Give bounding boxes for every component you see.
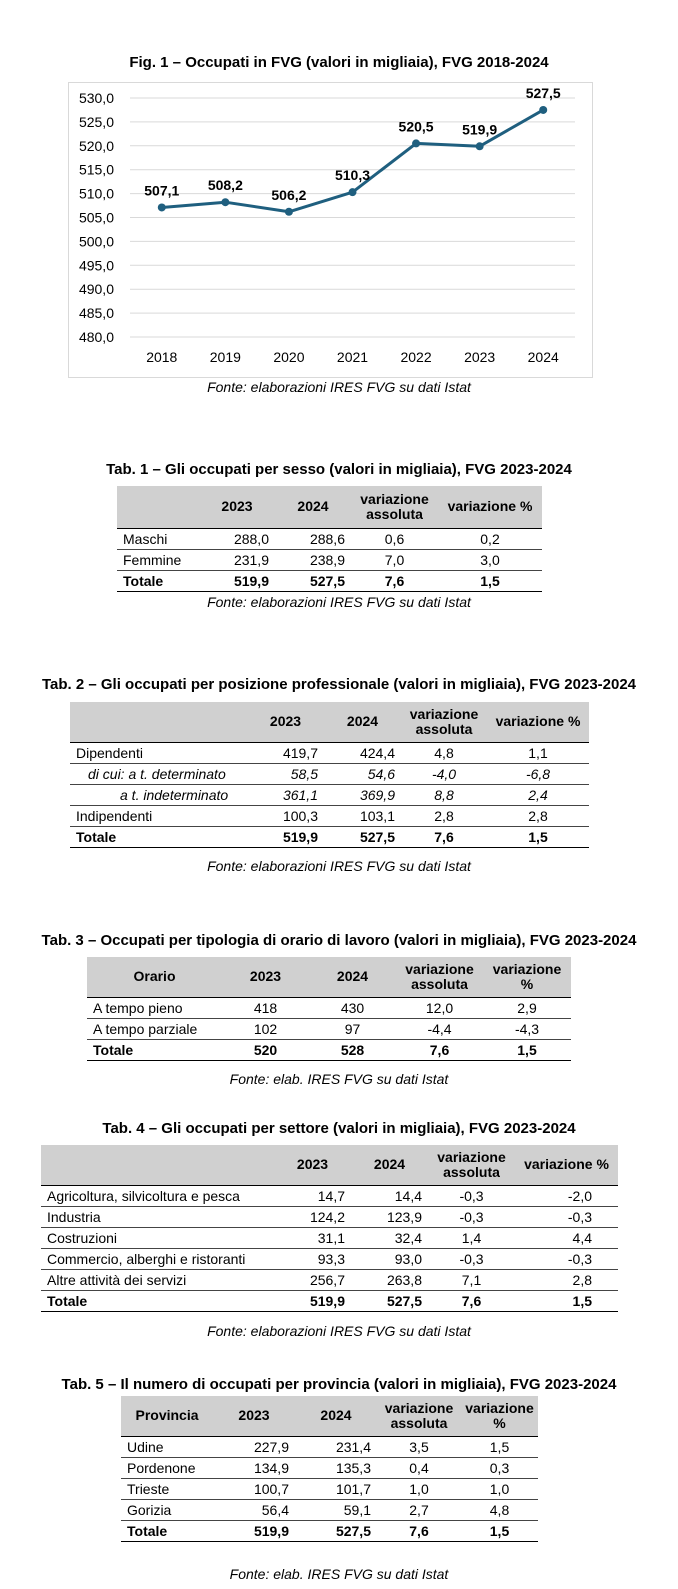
data-label: 527,5 (525, 84, 561, 101)
cell: 93,0 (351, 1248, 428, 1269)
y-tick-label: 495,0 (78, 257, 114, 274)
cell: 14,7 (274, 1185, 351, 1206)
cell: 256,7 (274, 1269, 351, 1290)
cell: 361,1 (247, 784, 324, 805)
cell: 97 (309, 1018, 396, 1039)
tab5-header-1: 2023 (213, 1396, 295, 1436)
y-tick-label: 480,0 (78, 329, 114, 345)
row-label: Totale (70, 826, 247, 847)
cell: 4,4 (515, 1227, 618, 1248)
cell: 2,9 (483, 997, 571, 1018)
cell: -4,3 (483, 1018, 571, 1039)
row-label: Totale (41, 1290, 274, 1311)
cell: -0,3 (515, 1206, 618, 1227)
cell: -0,3 (428, 1206, 515, 1227)
table-row (41, 1206, 618, 1227)
row-label: Totale (121, 1520, 213, 1541)
data-point (476, 142, 484, 150)
cell: 263,8 (351, 1269, 428, 1290)
row-label: Totale (87, 1039, 222, 1060)
table-row (121, 1436, 538, 1457)
y-tick-label: 500,0 (78, 233, 114, 250)
tab2-header-0 (70, 702, 247, 742)
table-row (121, 1478, 538, 1499)
tab3-header-1: 2023 (222, 957, 309, 997)
table-row-total (117, 570, 542, 591)
table-row (70, 742, 589, 763)
row-label: Commercio, alberghi e ristoranti (41, 1248, 274, 1269)
x-tick-label: 2022 (400, 349, 432, 365)
data-point (158, 203, 166, 211)
cell: 430 (309, 997, 396, 1018)
table-row (70, 763, 589, 784)
cell: -2,0 (515, 1185, 618, 1206)
y-tick-label: 510,0 (78, 185, 114, 202)
cell: 519,9 (274, 1290, 351, 1311)
cell: 527,5 (275, 570, 351, 591)
data-label: 519,9 (462, 121, 498, 138)
tab3-header-3: variazione assoluta (396, 957, 483, 997)
row-label: A tempo pieno (87, 997, 222, 1018)
y-tick-label: 505,0 (78, 209, 114, 226)
tab3-header-4: variazione % (483, 957, 571, 997)
row-label: Dipendenti (70, 742, 247, 763)
tab5-header-2: 2024 (295, 1396, 377, 1436)
table-row (87, 1018, 571, 1039)
cell: 528 (309, 1039, 396, 1060)
data-label: 520,5 (398, 118, 434, 135)
tab2-header-3: variazione assoluta (401, 702, 487, 742)
x-tick-label: 2018 (146, 349, 178, 365)
cell: -4,4 (396, 1018, 483, 1039)
cell: 102 (222, 1018, 309, 1039)
table-row (70, 784, 589, 805)
cell: 7,6 (396, 1039, 483, 1060)
row-label: Gorizia (121, 1499, 213, 1520)
x-tick-label: 2020 (273, 349, 305, 365)
cell: 1,5 (438, 570, 542, 591)
tab4-header-2: 2024 (351, 1145, 428, 1185)
row-label: Maschi (117, 528, 199, 549)
cell: 32,4 (351, 1227, 428, 1248)
row-label: A tempo parziale (87, 1018, 222, 1039)
data-label: 506,2 (271, 186, 307, 203)
cell: 123,9 (351, 1206, 428, 1227)
tab1-title: Tab. 1 – Gli occupati per sesso (valori in migliaia), FVG 2023-2024 (106, 461, 572, 478)
tab4-header-3: variazione assoluta (428, 1145, 515, 1185)
table-row (87, 997, 571, 1018)
cell: 31,1 (274, 1227, 351, 1248)
tab4-title: Tab. 4 – Gli occupati per settore (valori in migliaia), FVG 2023-2024 (102, 1120, 576, 1137)
cell: 1,5 (461, 1436, 538, 1457)
cell: 418 (222, 997, 309, 1018)
cell: 288,6 (275, 528, 351, 549)
cell: 1,5 (515, 1290, 618, 1311)
cell: 103,1 (324, 805, 401, 826)
cell: 7,6 (401, 826, 487, 847)
cell: 14,4 (351, 1185, 428, 1206)
tab5-header-0: Provincia (121, 1396, 213, 1436)
tab3-header-0: Orario (87, 957, 222, 997)
tab2-header-2: 2024 (324, 702, 401, 742)
fig1-source: Fonte: elaborazioni IRES FVG su dati Istat (207, 379, 471, 395)
table-row (41, 1248, 618, 1269)
tab5-table (121, 1396, 538, 1542)
table-row-total (41, 1290, 618, 1311)
table-row (41, 1269, 618, 1290)
data-point (349, 188, 357, 196)
tab1-table (117, 486, 542, 592)
cell: 7,6 (351, 570, 438, 591)
tab3-title: Tab. 3 – Occupati per tipologia di orario di lavoro (valori in migliaia), FVG 2023-2024 (41, 932, 637, 949)
cell: 3,5 (377, 1436, 461, 1457)
data-label: 508,2 (207, 177, 243, 194)
row-label: Industria (41, 1206, 274, 1227)
tab2-header-4: variazione % (487, 702, 589, 742)
tab5-title: Tab. 5 – Il numero di occupati per provincia (valori in migliaia), FVG 2023-2024 (61, 1376, 617, 1393)
cell: 369,9 (324, 784, 401, 805)
cell: -4,0 (401, 763, 487, 784)
row-label: Pordenone (121, 1457, 213, 1478)
tab2-source: Fonte: elaborazioni IRES FVG su dati Istat (207, 858, 471, 874)
table-row-total (87, 1039, 571, 1060)
cell: 101,7 (295, 1478, 377, 1499)
cell: 124,2 (274, 1206, 351, 1227)
cell: 7,1 (428, 1269, 515, 1290)
cell: 238,9 (275, 549, 351, 570)
tab1-header-0 (117, 486, 199, 528)
tab1-header-1: 2023 (199, 486, 275, 528)
table-row (117, 549, 542, 570)
cell: 2,4 (487, 784, 589, 805)
tab2-title: Tab. 2 – Gli occupati per posizione professionale (valori in migliaia), FVG 2023-2024 (41, 676, 637, 693)
table-row (121, 1457, 538, 1478)
data-point (285, 208, 293, 216)
cell: 419,7 (247, 742, 324, 763)
tab1-header-3: variazione assoluta (351, 486, 438, 528)
cell: 54,6 (324, 763, 401, 784)
x-tick-label: 2021 (336, 349, 369, 365)
tab1-header-2: 2024 (275, 486, 351, 528)
table-row-total (121, 1520, 538, 1541)
cell: 2,8 (515, 1269, 618, 1290)
fig1-title: Fig. 1 – Occupati in FVG (valori in migliaia), FVG 2018-2024 (129, 54, 549, 71)
tab4-source: Fonte: elaborazioni IRES FVG su dati Istat (207, 1323, 471, 1339)
cell: 100,7 (213, 1478, 295, 1499)
cell: -0,3 (428, 1248, 515, 1269)
cell: -6,8 (487, 763, 589, 784)
cell: 1,5 (483, 1039, 571, 1060)
cell: 520 (222, 1039, 309, 1060)
cell: 2,8 (401, 805, 487, 826)
cell: 0,3 (461, 1457, 538, 1478)
tab1-header-4: variazione % (438, 486, 542, 528)
y-tick-label: 490,0 (78, 281, 114, 298)
cell: 93,3 (274, 1248, 351, 1269)
table-row-total (70, 826, 589, 847)
row-label: Altre attività dei servizi (41, 1269, 274, 1290)
table-row (121, 1499, 538, 1520)
y-tick-label: 525,0 (78, 113, 114, 130)
cell: 1,0 (461, 1478, 538, 1499)
tab5-header-3: variazione assoluta (377, 1396, 461, 1436)
cell: 1,1 (487, 742, 589, 763)
cell: 0,6 (351, 528, 438, 549)
tab3-header-2: 2024 (309, 957, 396, 997)
cell: 227,9 (213, 1436, 295, 1457)
cell: 519,9 (213, 1520, 295, 1541)
tab2-header-1: 2023 (247, 702, 324, 742)
y-tick-label: 520,0 (78, 137, 114, 154)
cell: 58,5 (247, 763, 324, 784)
cell: 519,9 (199, 570, 275, 591)
cell: 4,8 (461, 1499, 538, 1520)
cell: 519,9 (247, 826, 324, 847)
cell: 59,1 (295, 1499, 377, 1520)
cell: 2,7 (377, 1499, 461, 1520)
cell: 4,8 (401, 742, 487, 763)
data-point (221, 198, 229, 206)
row-label: Agricoltura, silvicoltura e pesca (41, 1185, 274, 1206)
cell: 1,5 (461, 1520, 538, 1541)
cell: 7,6 (428, 1290, 515, 1311)
cell: 56,4 (213, 1499, 295, 1520)
cell: 135,3 (295, 1457, 377, 1478)
y-tick-label: 485,0 (78, 305, 114, 322)
data-label: 510,3 (334, 167, 371, 184)
row-label: Totale (117, 570, 199, 591)
tab1-source: Fonte: elaborazioni IRES FVG su dati Istat (207, 594, 471, 610)
table-row (41, 1227, 618, 1248)
cell: 3,0 (438, 549, 542, 570)
cell: 288,0 (199, 528, 275, 549)
row-label: Costruzioni (41, 1227, 274, 1248)
row-label: Femmine (117, 549, 199, 570)
row-label: Indipendenti (70, 805, 247, 826)
cell: 231,4 (295, 1436, 377, 1457)
cell: 2,8 (487, 805, 589, 826)
cell: -0,3 (428, 1185, 515, 1206)
cell: 1,4 (428, 1227, 515, 1248)
tab5-source: Fonte: elab. IRES FVG su dati Istat (229, 1566, 449, 1582)
y-tick-label: 515,0 (78, 161, 114, 178)
table-row (117, 528, 542, 549)
cell: 424,4 (324, 742, 401, 763)
cell: 134,9 (213, 1457, 295, 1478)
cell: 231,9 (199, 549, 275, 570)
x-tick-label: 2024 (527, 349, 559, 365)
data-label: 507,1 (144, 182, 180, 199)
tab2-table (70, 702, 589, 848)
x-tick-label: 2023 (464, 349, 496, 365)
tab3-source: Fonte: elab. IRES FVG su dati Istat (229, 1071, 449, 1087)
x-tick-label: 2019 (209, 349, 241, 365)
cell: 12,0 (396, 997, 483, 1018)
tab4-header-4: variazione % (515, 1145, 618, 1185)
cell: 8,8 (401, 784, 487, 805)
fig1-line-chart (0, 0, 678, 400)
cell: 527,5 (324, 826, 401, 847)
cell: 100,3 (247, 805, 324, 826)
cell: -0,3 (515, 1248, 618, 1269)
data-point (539, 106, 547, 114)
cell: 527,5 (295, 1520, 377, 1541)
tab3-table (87, 957, 571, 1061)
row-label: di cui: a t. determinato (70, 763, 247, 784)
cell: 0,2 (438, 528, 542, 549)
row-label: Trieste (121, 1478, 213, 1499)
tab4-header-0 (41, 1145, 274, 1185)
cell: 0,4 (377, 1457, 461, 1478)
table-row (70, 805, 589, 826)
cell: 527,5 (351, 1290, 428, 1311)
cell: 1,0 (377, 1478, 461, 1499)
cell: 1,5 (487, 826, 589, 847)
cell: 7,6 (377, 1520, 461, 1541)
tab4-header-1: 2023 (274, 1145, 351, 1185)
tab4-table (41, 1145, 618, 1312)
row-label: Udine (121, 1436, 213, 1457)
y-tick-label: 530,0 (78, 90, 114, 106)
tab5-header-4: variazione % (461, 1396, 538, 1436)
cell: 7,0 (351, 549, 438, 570)
data-point (412, 139, 420, 147)
row-label: a t. indeterminato (70, 784, 247, 805)
table-row (41, 1185, 618, 1206)
